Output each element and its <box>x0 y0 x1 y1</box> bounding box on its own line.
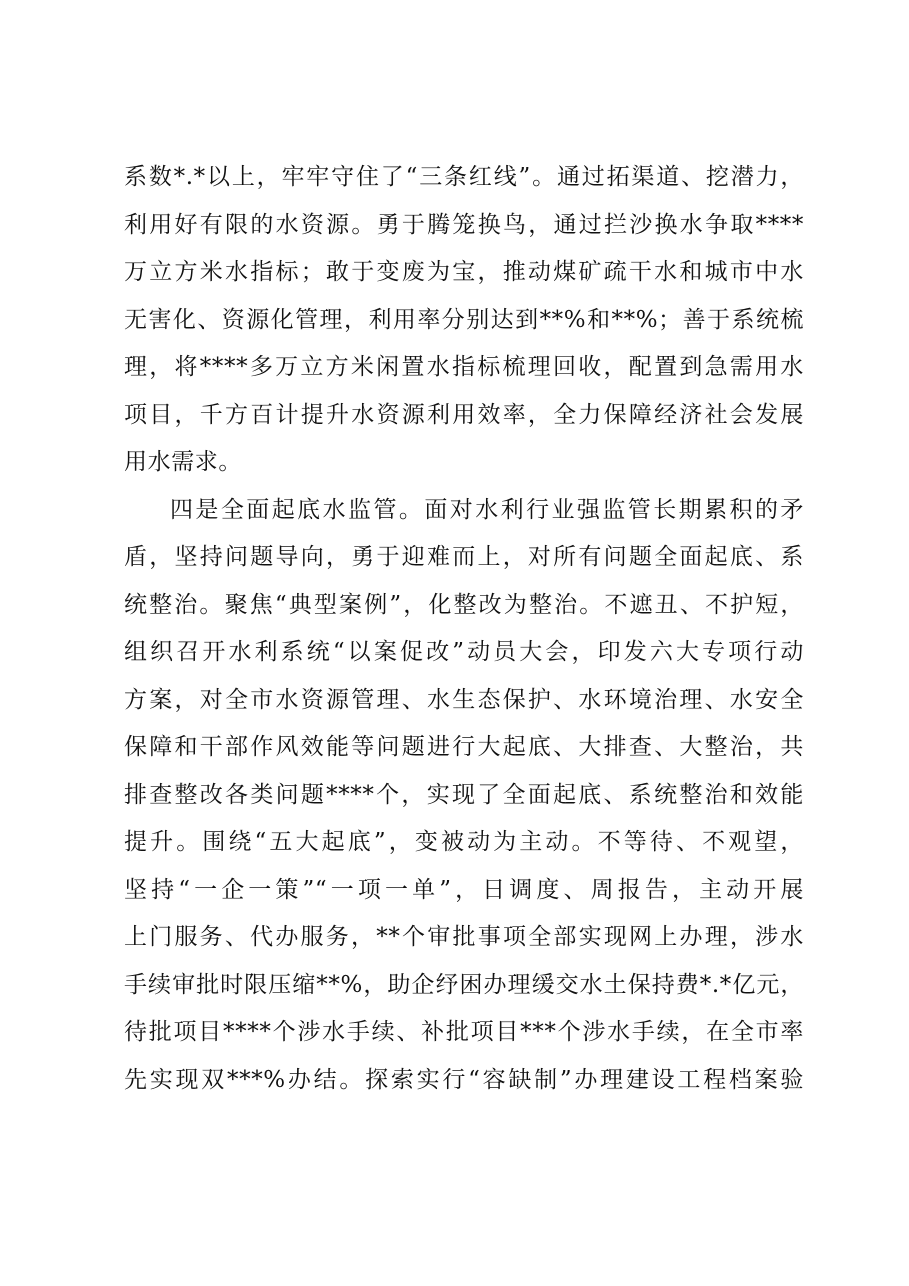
text-line: 上门服务、代办服务，**个审批事项全部实现网上办理，涉水 <box>124 924 804 950</box>
text-line: 项目，千方百计提升水资源利用效率，全力保障经济社会发展 <box>124 401 804 428</box>
text-line: 坚持“一企一策”“一项一单”，日调度、周报告，主动开展 <box>124 876 804 903</box>
text-line: 理，将****多万立方米闲置水指标梳理回收，配置到急需用水 <box>124 354 804 380</box>
text-line: 统整治。聚焦“典型案例”，化整改为整治。不遮丑、不护短， <box>124 591 804 618</box>
text-line: 保障和干部作风效能等问题进行大起底、大排查、大整治，共 <box>124 734 804 760</box>
text-line: 提升。围绕“五大起底”，变被动为主动。不等待、不观望， <box>124 829 804 855</box>
text-line: 排查整改各类问题****个，实现了全面起底、系统整治和效能 <box>124 781 804 808</box>
paragraph-heading-line: 四是全面起底水监管。面对水利行业强监管长期累积的矛 <box>170 496 804 523</box>
text-line: 方案，对全市水资源管理、水生态保护、水环境治理、水安全 <box>124 686 804 713</box>
text-line: 利用好有限的水资源。勇于腾笼换鸟，通过拦沙换水争取**** <box>124 211 804 238</box>
text-line: 手续审批时限压缩**%，助企纾困办理缓交水土保持费*.*亿元， <box>124 971 804 998</box>
text-line: 盾，坚持问题导向，勇于迎难而上，对所有问题全面起底、系 <box>124 544 804 570</box>
text-line: 无害化、资源化管理，利用率分别达到**%和**%；善于系统梳 <box>124 306 804 333</box>
text-line: 待批项目****个涉水手续、补批项目***个涉水手续，在全市率 <box>124 1019 804 1045</box>
text-line: 万立方米水指标；敢于变废为宝，推动煤矿疏干水和城市中水 <box>124 259 804 285</box>
document-body <box>124 154 804 1104</box>
text-line: 先实现双***%办结。探索实行“容缺制”办理建设工程档案验 <box>124 1066 804 1093</box>
text-line: 系数*.*以上，牢牢守住了“三条红线”。通过拓渠道、挖潜力， <box>124 164 804 190</box>
text-line: 组织召开水利系统“以案促改”动员大会，印发六大专项行动 <box>124 639 804 665</box>
text-line-paragraph-end: 用水需求。 <box>124 449 242 475</box>
